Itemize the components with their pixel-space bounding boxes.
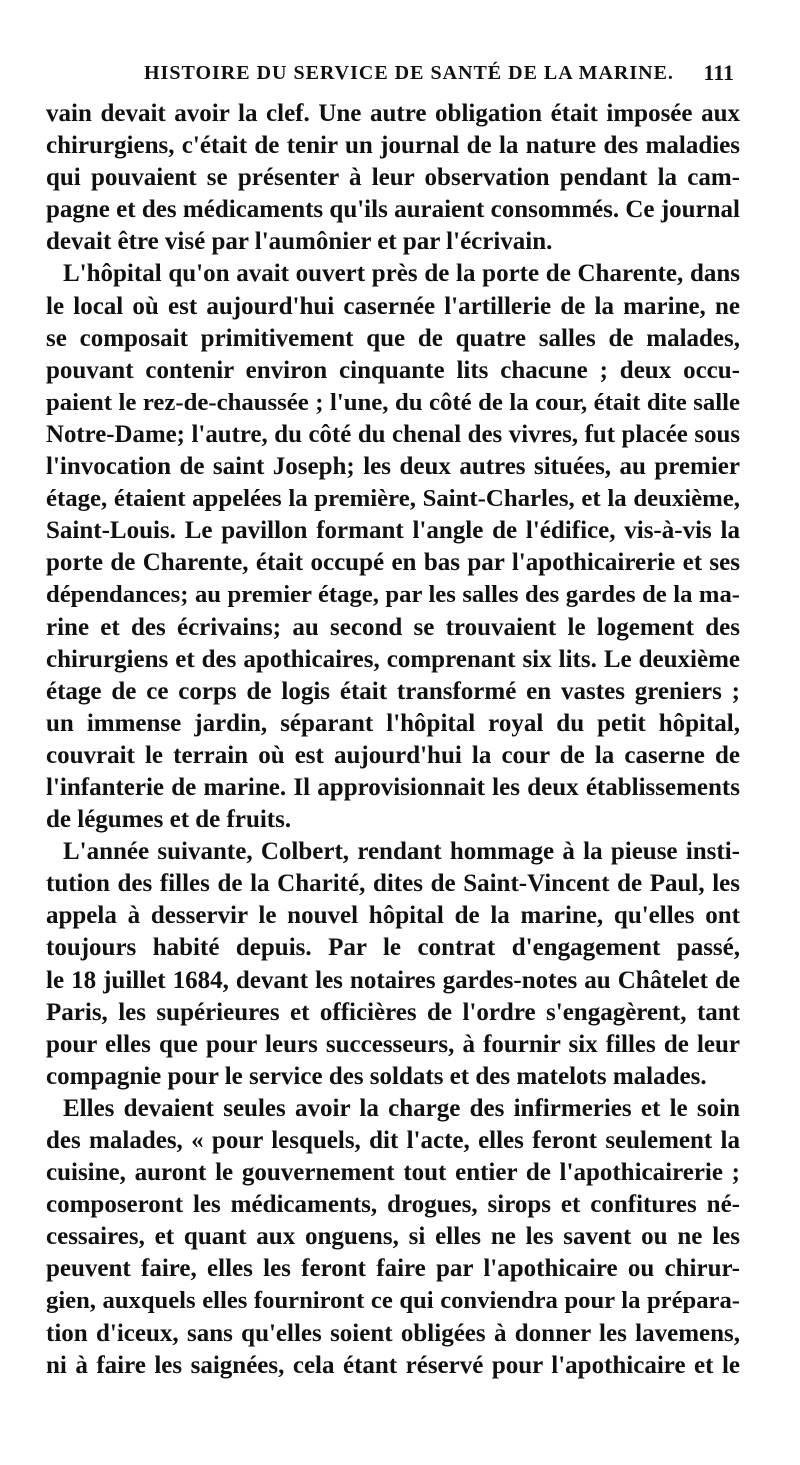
text-line: pagne et des médicaments qu'ils auraient consommés. Ce journal — [46, 196, 740, 224]
text-line: paient le rez-de-chaussée ; l'une, du côté de la cour, était dite salle — [46, 388, 740, 416]
text-line: étage, étaient appelées la première, Saint-Charles, et la deuxième, — [46, 485, 740, 513]
body-text — [46, 98, 740, 1382]
text-line: étage de ce corps de logis était transformé en vastes greniers ; — [46, 677, 740, 705]
text-line: rine et des écrivains; au second se trouvaient le logement des — [46, 613, 740, 641]
text-line: le 18 juillet 1684, devant les notaires gardes-notes au Châtelet de — [46, 966, 740, 994]
text-line: l'infanterie de marine. Il approvisionnait les deux établissements — [46, 773, 740, 801]
text-line: tion d'iceux, sans qu'elles soient obligées à donner les lavemens, — [46, 1319, 740, 1347]
text-line: pour elles que pour leurs successeurs, à fournir six filles de leur — [46, 1030, 740, 1058]
text-line: Notre-Dame; l'autre, du côté du chenal des vivres, fut placée sous — [46, 420, 740, 448]
text-line: toujours habité depuis. Par le contrat d'engagement passé, — [46, 934, 740, 962]
text-line: appela à desservir le nouvel hôpital de la marine, qu'elles ont — [46, 902, 740, 930]
page-number: 111 — [703, 60, 734, 85]
text-line: Elles devaient seules avoir la charge des infirmeries et le soin — [63, 1094, 740, 1122]
text-line: ni à faire les saignées, cela étant réservé pour l'apothicaire et le — [46, 1351, 740, 1379]
text-line: qui pouvaient se présenter à leur observation pendant la cam- — [46, 164, 740, 192]
text-line: L'année suivante, Colbert, rendant hommage à la pieuse insti- — [63, 838, 740, 866]
text-line: compagnie pour le service des soldats et des matelots malades. — [46, 1062, 707, 1090]
text-line: peuvent faire, elles les feront faire par l'apothicaire ou chirur- — [46, 1255, 740, 1283]
text-line: porte de Charente, était occupé en bas par l'apothicairerie et ses — [46, 549, 740, 577]
text-line: pouvant contenir environ cinquante lits chacune ; deux occu- — [46, 356, 740, 384]
text-line: Paris, les supérieures et officières de l'ordre s'engagèrent, tant — [46, 998, 740, 1026]
text-line: Saint-Louis. Le pavillon formant l'angle de l'édifice, vis-à-vis la — [46, 517, 740, 545]
text-line: chirurgiens et des apothicaires, comprenant six lits. Le deuxième — [46, 645, 740, 673]
text-line: le local où est aujourd'hui casernée l'artillerie de la marine, ne — [46, 292, 740, 320]
text-line: des malades, « pour lesquels, dit l'acte, elles feront seulement la — [46, 1127, 740, 1154]
text-line: cessaires, et quant aux onguens, si elles ne les savent ou ne les — [46, 1223, 740, 1251]
page-header — [96, 58, 740, 88]
text-line: tution des filles de la Charité, dites de Saint-Vincent de Paul, les — [46, 870, 740, 898]
running-title: HISTOIRE DU SERVICE DE SANTÉ DE LA MARINE. — [144, 62, 674, 84]
text-line: de légumes et de fruits. — [46, 806, 292, 834]
text-line: l'invocation de saint Joseph; les deux autres situées, au premier — [46, 453, 740, 481]
text-line: dépendances; au premier étage, par les salles des gardes de la ma- — [46, 581, 740, 609]
text-line: gien, auxquels elles fourniront ce qui conviendra pour la prépara- — [46, 1287, 740, 1315]
text-line: couvrait le terrain où est aujourd'hui la cour de la caserne de — [46, 741, 740, 769]
text-line: cuisine, auront le gouvernement tout entier de l'apothicairerie ; — [46, 1159, 740, 1187]
text-line: un immense jardin, séparant l'hôpital royal du petit hôpital, — [46, 709, 740, 737]
text-line: se composait primitivement que de quatre salles de malades, — [46, 324, 740, 352]
text-line: L'hôpital qu'on avait ouvert près de la porte de Charente, dans — [63, 260, 740, 288]
text-line: composeront les médicaments, drogues, sirops et confitures né- — [46, 1191, 740, 1219]
text-line: devait être visé par l'aumônier et par l'écrivain. — [46, 228, 553, 256]
text-line: chirurgiens, c'était de tenir un journal de la nature des maladies — [46, 132, 740, 160]
text-line: vain devait avoir la clef. Une autre obligation était imposée aux — [46, 100, 740, 127]
